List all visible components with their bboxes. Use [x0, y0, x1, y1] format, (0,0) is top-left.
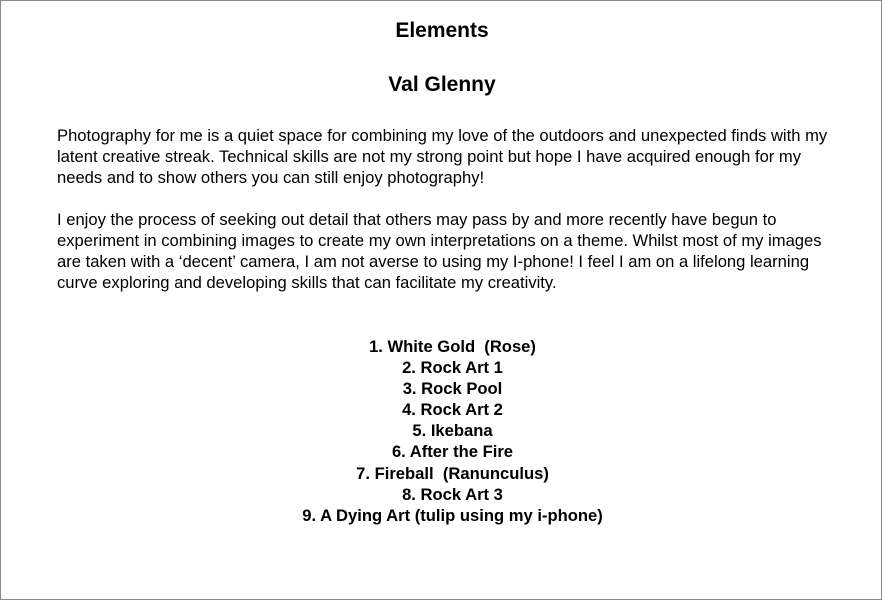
list-item: 8. Rock Art 3: [402, 484, 503, 504]
process-paragraph: I enjoy the process of seeking out detail that others may pass by and more recently have begun to experiment in combining images to create my own interpretations on a theme. Whilst most of my images are taken with a ‘decent’ camera, I am not averse to using my I-phone! I feel I am on a lifelong learning curve exploring and developing skills that can facilitate my creativity.: [57, 210, 822, 292]
list-item: 2. Rock Art 1: [402, 358, 503, 378]
list-item: 4. Rock Art 2: [402, 400, 503, 420]
list-item: 6. After the Fire: [391, 442, 514, 462]
list-item: 5. Ikebana: [412, 421, 493, 441]
author-name: Val Glenny: [388, 73, 496, 96]
list-item: 7. Fireball (Ranunculus): [356, 463, 549, 483]
list-item: 9. A Dying Art (tulip using my i-phone): [302, 505, 603, 525]
image-title-list: [1, 336, 882, 526]
list-item: 3. Rock Pool: [402, 379, 503, 399]
intro-paragraph: Photography for me is a quiet space for combining my love of the outdoors and unexpected finds with my latent creative streak. Technical skills are not my strong point but hope I have acquired enough for my needs and to show others you can still enjoy photography!: [57, 126, 828, 187]
list-item: 1. White Gold (Rose): [369, 337, 536, 356]
document-title: Elements: [395, 19, 489, 42]
